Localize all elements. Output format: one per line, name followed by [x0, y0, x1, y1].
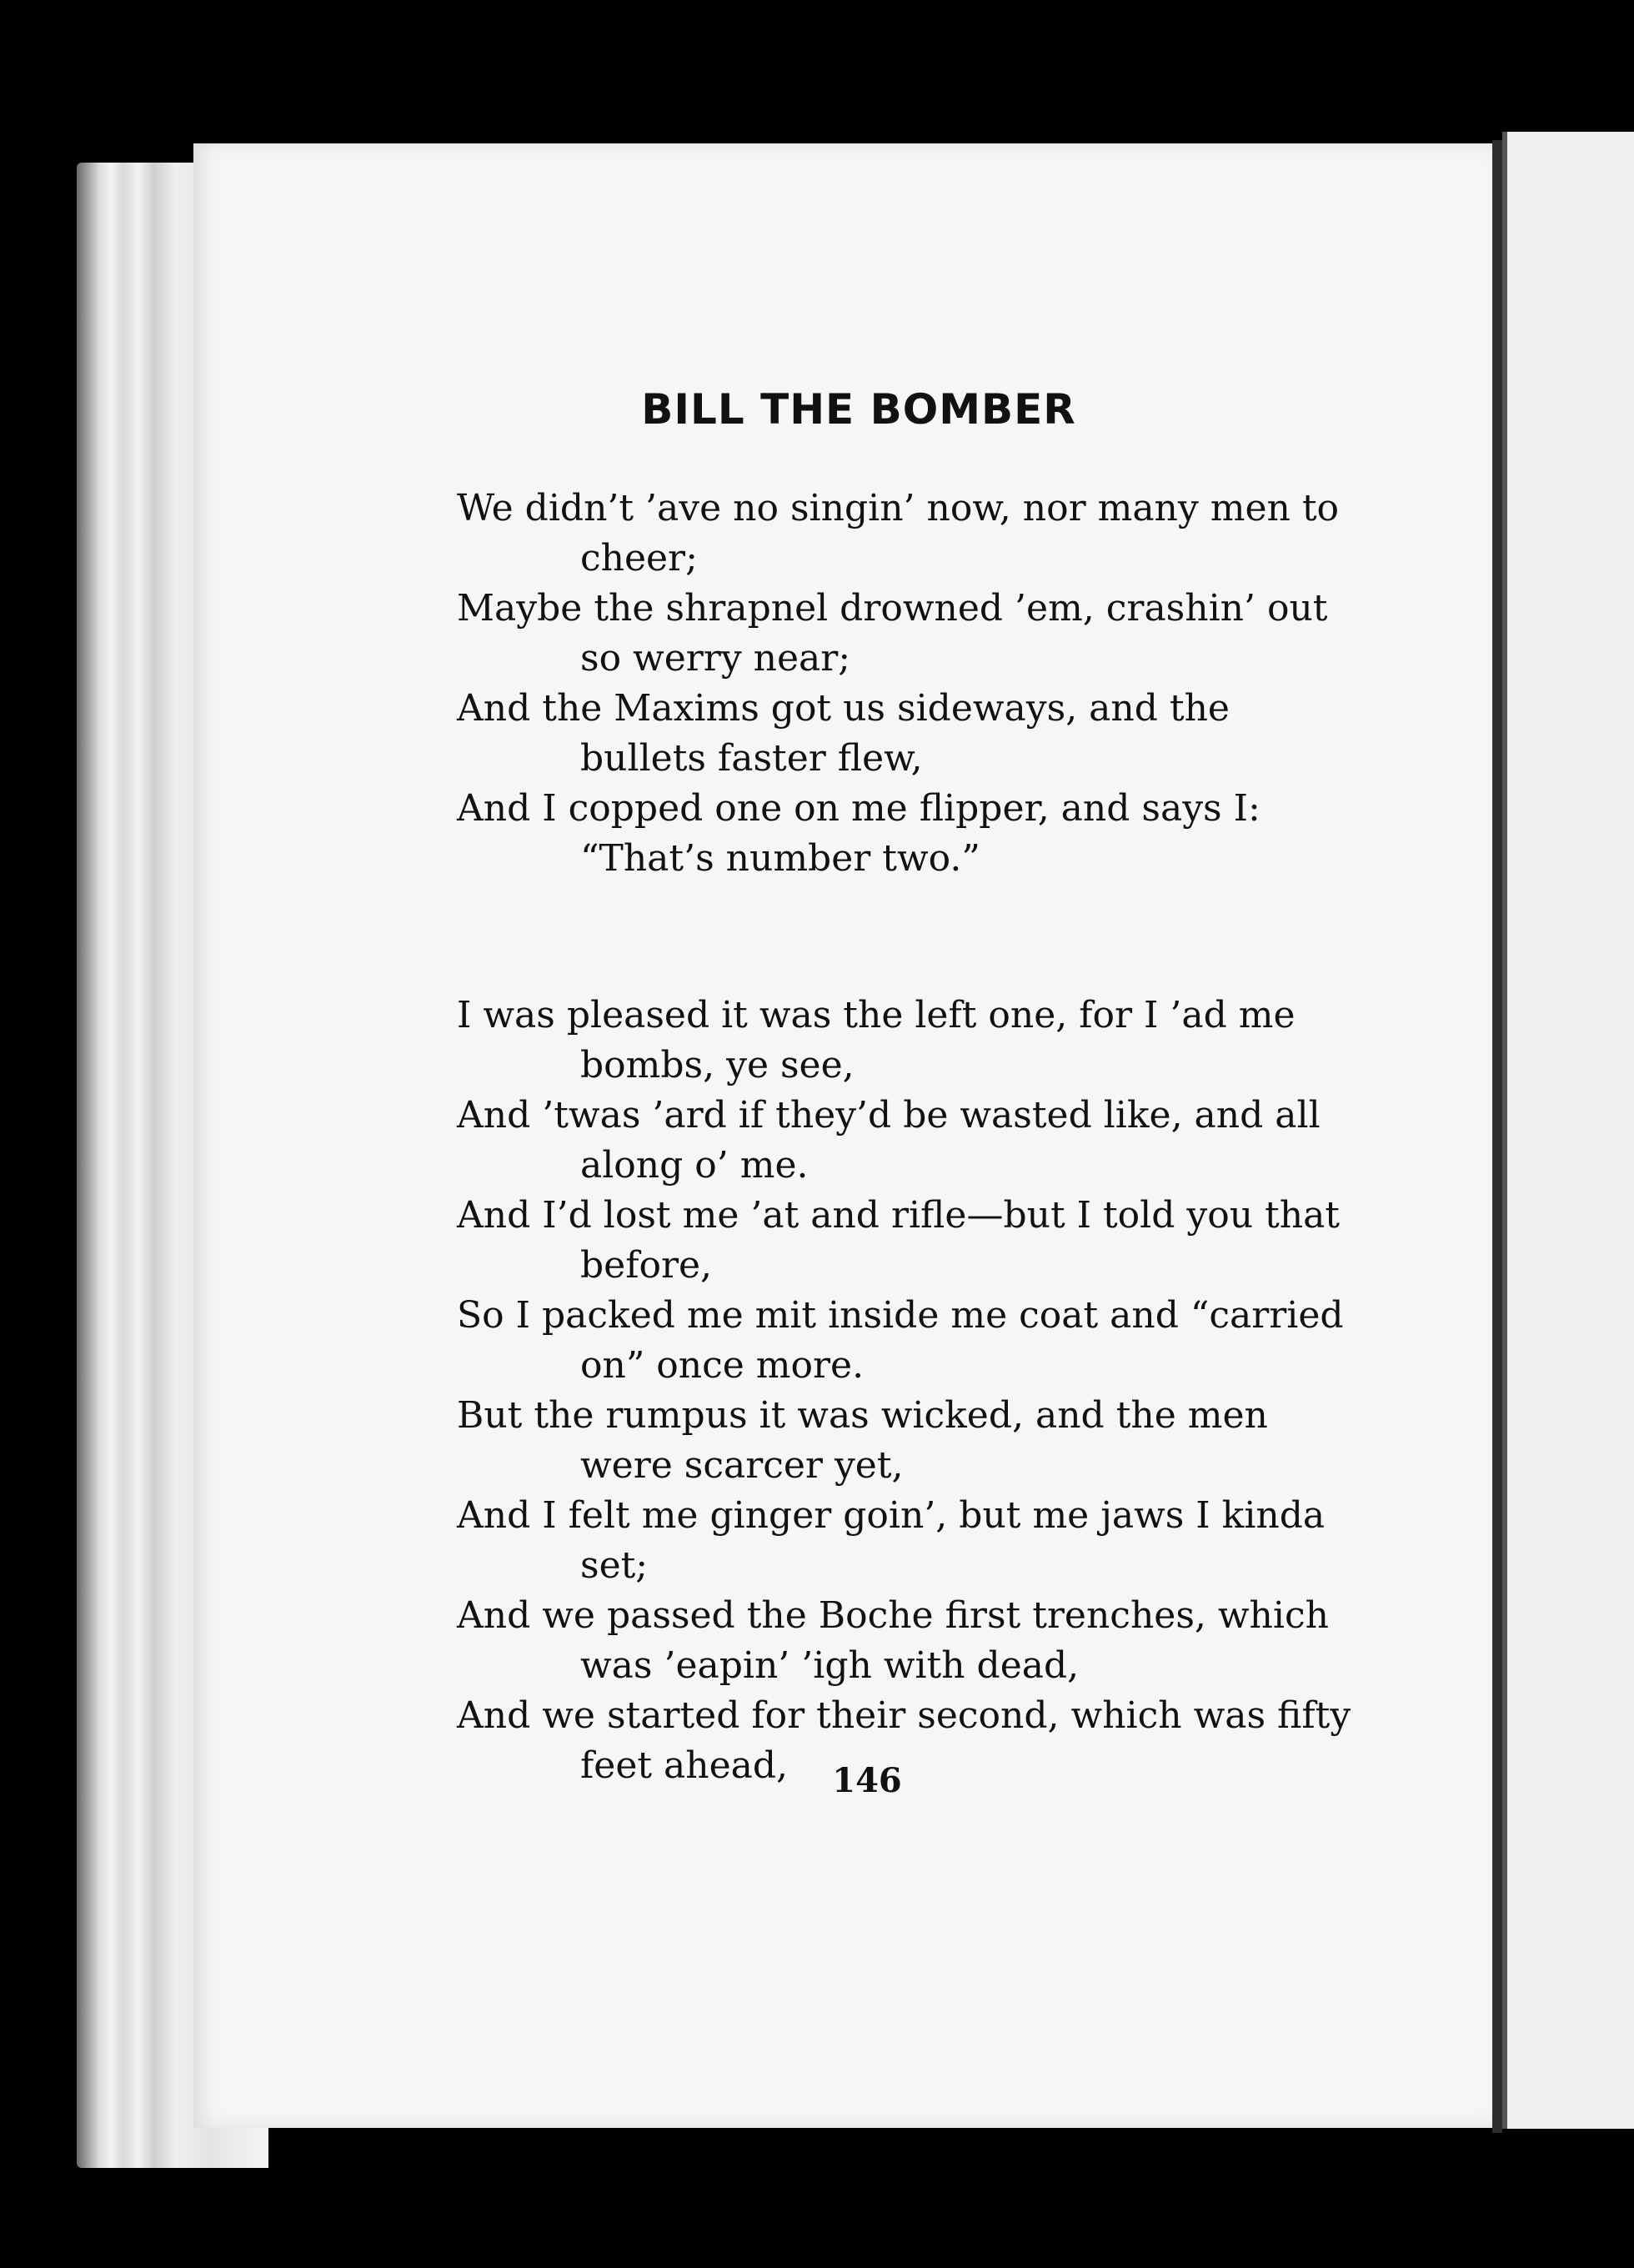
poem-line: But the rumpus it was wicked, and the men were scarcer yet, [457, 1394, 1268, 1487]
stanza [457, 991, 1357, 1791]
page-gutter [1492, 140, 1502, 2133]
poem-line: And we passed the Boche first trenches, which was ’eapin’ ’igh with dead, [457, 1594, 1329, 1687]
poem-line: And we started for their second, which was fifty feet ahead, [457, 1694, 1351, 1787]
stanza [457, 484, 1357, 884]
poem-line: And I copped one on me flipper, and says I: “That’s number two.” [457, 787, 1261, 880]
page-number: 146 [832, 1761, 902, 1800]
poem-line: And ’twas ’ard if they’d be wasted like, and all along o’ me. [457, 1094, 1321, 1187]
poem-line: Maybe the shrapnel drowned ’em, crashin’ out so werry near; [457, 587, 1328, 680]
poem-line: We didn’t ’ave no singin’ now, nor many men to cheer; [457, 487, 1339, 580]
poem-line: And I felt me ginger goin’, but me jaws I kinda set; [457, 1494, 1326, 1587]
page-title: BILL THE BOMBER [641, 385, 1076, 434]
poem-body [457, 484, 1357, 1898]
poem-line: And the Maxims got us sideways, and the bullets faster flew, [457, 687, 1230, 780]
poem-line: So I packed me mit inside me coat and “carried on” once more. [457, 1294, 1344, 1387]
poem-line: I was pleased it was the left one, for I ’ad me bombs, ye see, [457, 994, 1296, 1086]
poem-line: And I’d lost me ’at and rifle—but I told you that before, [457, 1194, 1340, 1287]
